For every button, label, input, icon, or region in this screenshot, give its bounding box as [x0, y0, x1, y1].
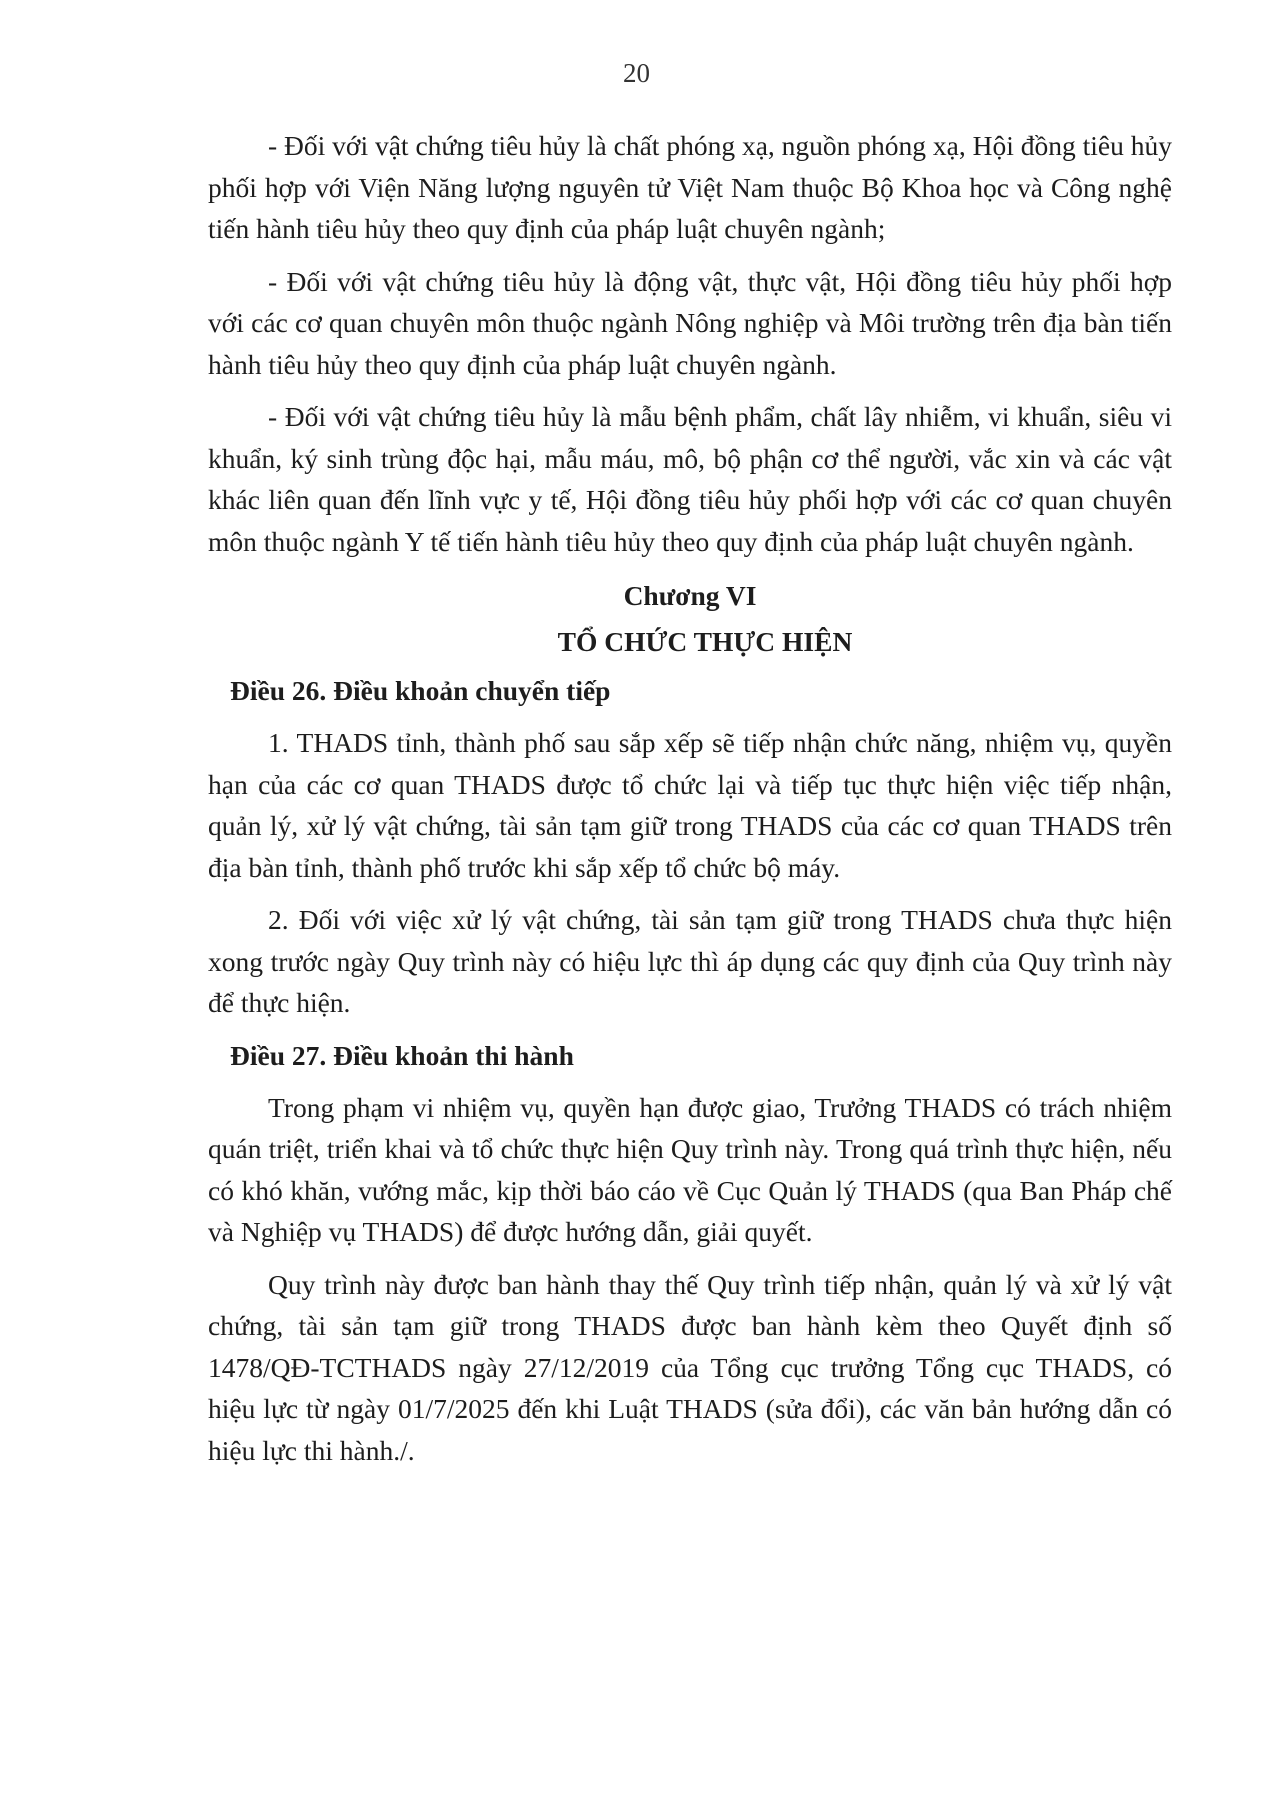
article-26-clause-1: 1. THADS tỉnh, thành phố sau sắp xếp sẽ tiếp nhận chức năng, nhiệm vụ, quyền hạn của các cơ quan THADS được tổ chức lại và tiếp tục thực hiện việc tiếp nhận, quản lý, xử lý vật chứng, tài sản tạm giữ trong THADS của các cơ quan THADS trên địa bàn tỉnh, thành phố trước khi sắp xếp tổ chức bộ máy.	[208, 727, 1172, 883]
article-27-heading: Điều 27. Điều khoản thi hành	[230, 1039, 574, 1071]
paragraph-medical-items: - Đối với vật chứng tiêu hủy là mẫu bệnh phẩm, chất lây nhiễm, vi khuẩn, siêu vi khuẩn, ký sinh trùng độc hại, mẫu máu, mô, bộ phận cơ thể người, vắc xin và các vật khác liên quan đến lĩnh vực y tế, Hội đồng tiêu hủy phối hợp với các cơ quan chuyên môn thuộc ngành Y tế tiến hành tiêu hủy theo quy định của pháp luật chuyên ngành.	[208, 401, 1172, 557]
chapter-label: Chương VI	[623, 580, 757, 611]
article-27-paragraph-1: Trong phạm vi nhiệm vụ, quyền hạn được giao, Trưởng THADS có trách nhiệm quán triệt, triển khai và tổ chức thực hiện Quy trình này. Trong quá trình thực hiện, nếu có khó khăn, vướng mắc, kịp thời báo cáo về Cục Quản lý THADS (qua Ban Pháp chế và Nghiệp vụ THADS) để được hướng dẫn, giải quyết.	[208, 1091, 1172, 1247]
paragraph-animals-plants: - Đối với vật chứng tiêu hủy là động vật, thực vật, Hội đồng tiêu hủy phối hợp với các cơ quan chuyên môn thuộc ngành Nông nghiệp và Môi trường trên địa bàn tiến hành tiêu hủy theo quy định của pháp luật chuyên ngành.	[208, 265, 1172, 380]
article-26-clause-2: 2. Đối với việc xử lý vật chứng, tài sản tạm giữ trong THADS chưa thực hiện xong trước ngày Quy trình này có hiệu lực thì áp dụng các quy định của Quy trình này để thực hiện.	[208, 904, 1172, 1018]
paragraph-radioactive-materials: - Đối với vật chứng tiêu hủy là chất phóng xạ, nguồn phóng xạ, Hội đồng tiêu hủy phối hợp với Viện Năng lượng nguyên tử Việt Nam thuộc Bộ Khoa học và Công nghệ tiến hành tiêu hủy theo quy định của pháp luật chuyên ngành;	[208, 130, 1172, 244]
document-body	[208, 125, 1172, 1482]
page-number: 20	[623, 58, 650, 88]
article-27-paragraph-2: Quy trình này được ban hành thay thế Quy trình tiếp nhận, quản lý và xử lý vật chứng, tài sản tạm giữ trong THADS được ban hành kèm theo Quyết định số 1478/QĐ-TCTHADS ngày 27/12/2019 của Tổng cục trưởng Tổng cục THADS, có hiệu lực từ ngày 01/7/2025 đến khi Luật THADS (sửa đổi), các văn bản hướng dẫn có hiệu lực thi hành./.	[208, 1268, 1172, 1466]
article-26-heading: Điều 26. Điều khoản chuyển tiếp	[230, 675, 611, 706]
chapter-title: TỔ CHỨC THỰC HIỆN	[557, 626, 853, 657]
